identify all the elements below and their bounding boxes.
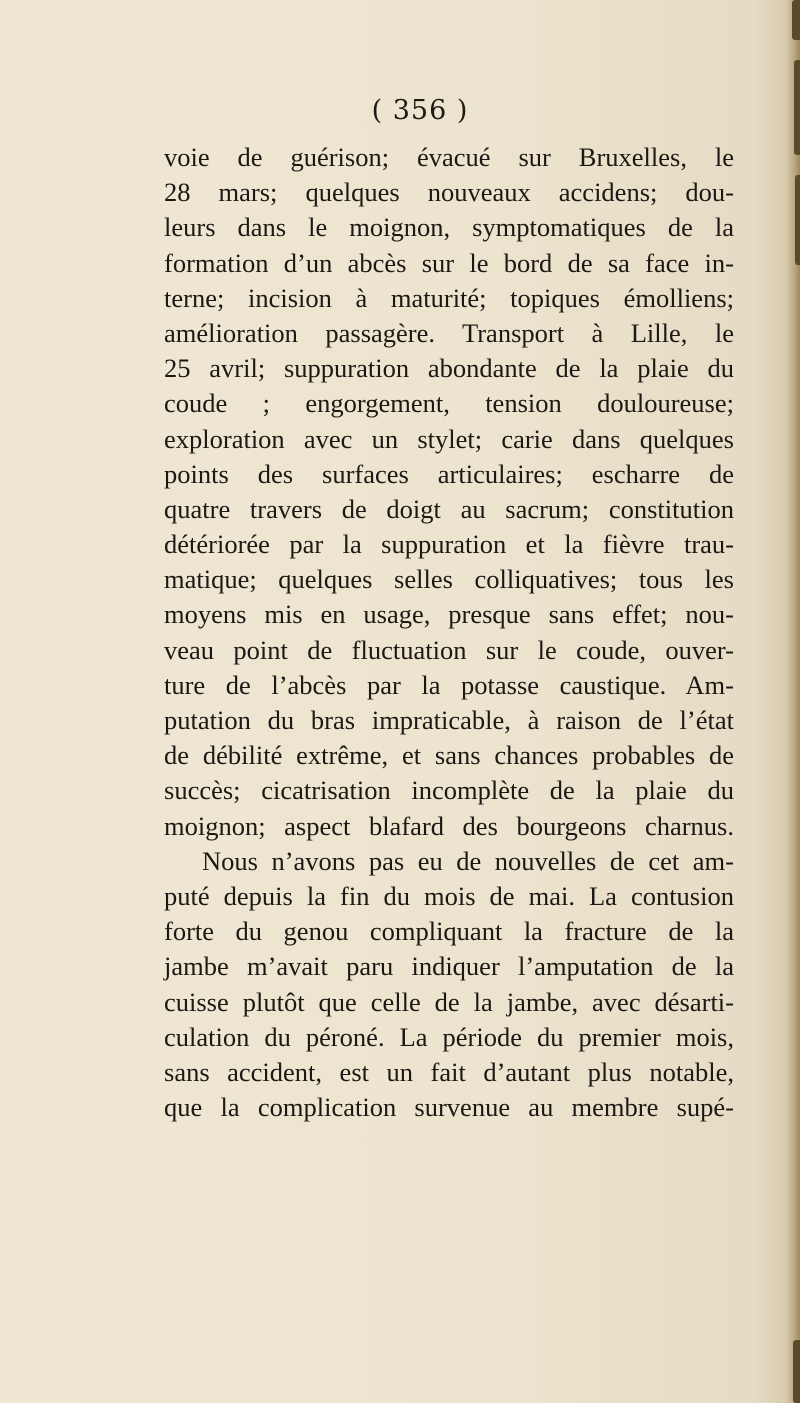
text-line: forte du genou compliquant la fracture de la xyxy=(164,916,734,947)
text-line: détériorée par la suppuration et la fièvre trau- xyxy=(164,529,734,560)
text-line: matique; quelques selles colliquatives; tous les xyxy=(164,564,734,595)
text-line: Nous n’avons pas eu de nouvelles de cet am- xyxy=(202,845,734,876)
text-line: ture de l’abcès par la potasse caustique. Am- xyxy=(164,669,734,700)
text-line: 28 mars; quelques nouveaux accidens; dou- xyxy=(164,177,734,208)
text-line: quatre travers de doigt au sacrum; constitution xyxy=(164,493,734,524)
text-line: exploration avec un stylet; carie dans quelques xyxy=(164,423,734,454)
text-line: 25 avril; suppuration abondante de la plaie du xyxy=(164,353,734,384)
text-line: coude ; engorgement, tension douloureuse; xyxy=(164,388,734,419)
text-line: succès; cicatrisation incomplète de la plaie du xyxy=(164,775,734,806)
text-line: sans accident, est un fait d’autant plus notable, xyxy=(164,1056,734,1087)
text-line: putation du bras impraticable, à raison de l’état xyxy=(164,705,734,735)
text-line: terne; incision à maturité; topiques émolliens; xyxy=(164,282,734,313)
page-edge-mark xyxy=(792,0,800,40)
body-text xyxy=(164,140,734,1125)
page-edge-mark xyxy=(795,175,800,265)
text-line: puté depuis la fin du mois de mai. La contusion xyxy=(164,880,734,911)
text-line: que la complication survenue au membre supé- xyxy=(164,1092,734,1123)
text-line: moignon; aspect blafard des bourgeons charnus. xyxy=(164,810,734,841)
text-line: culation du péroné. La période du premier mois, xyxy=(164,1021,734,1052)
text-line: de débilité extrême, et sans chances probables de xyxy=(164,740,734,771)
text-line: amélioration passagère. Transport à Lille, le xyxy=(164,317,734,348)
text-line: cuisse plutôt que celle de la jambe, avec désarti- xyxy=(164,986,734,1017)
text-line: leurs dans le moignon, symptomatiques de la xyxy=(164,212,734,243)
text-line: moyens mis en usage, presque sans effet; nou- xyxy=(164,599,734,630)
page-number: ( 356 ) xyxy=(371,95,469,126)
page-edge-mark xyxy=(793,1340,800,1403)
text-line: veau point de fluctuation sur le coude, ouver- xyxy=(164,634,734,665)
text-line: voie de guérison; évacué sur Bruxelles, le xyxy=(164,142,734,172)
text-line: formation d’un abcès sur le bord de sa face in- xyxy=(164,247,734,278)
text-line: jambe m’avait paru indiquer l’amputation de la xyxy=(164,951,734,982)
text-line: points des surfaces articulaires; escharre de xyxy=(164,458,734,489)
